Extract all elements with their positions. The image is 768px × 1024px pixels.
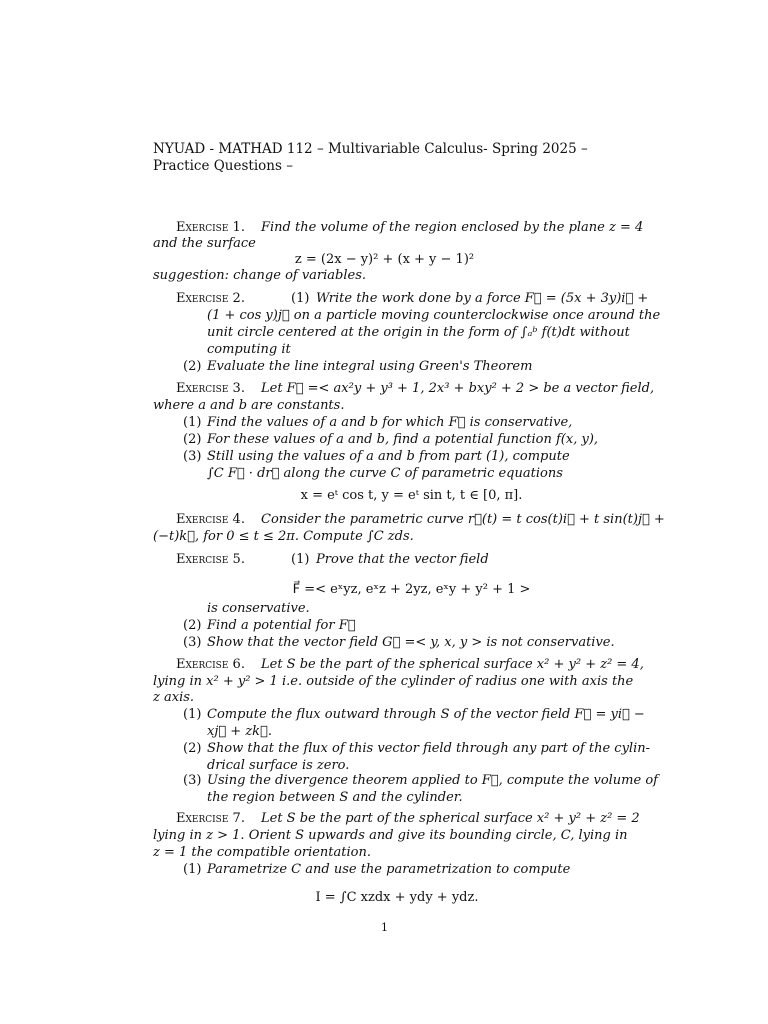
exercise-text: and the surface <box>153 236 256 251</box>
item-text: Evaluate the line integral using Green's Theorem <box>207 359 533 374</box>
item-number: (1) <box>291 291 310 306</box>
item-number: (1) <box>183 415 202 430</box>
exercise-label: Exercise 3. <box>176 381 245 396</box>
item-text: xj⃗ + zk⃗. <box>207 724 272 739</box>
exercise-text: where a and b are constants. <box>153 398 345 413</box>
exercise-label: Exercise 2. <box>176 291 245 306</box>
item-text: For these values of a and b, find a potential function f(x, y), <box>207 432 599 447</box>
item-number: (3) <box>183 449 202 464</box>
exercise-label: Exercise 7. <box>176 811 245 826</box>
item-number: (3) <box>183 773 202 788</box>
item-number: (1) <box>291 552 310 567</box>
item-text: Write the work done by a force F⃗ = (5x + 3y)i⃗ + <box>316 291 649 306</box>
item-text: Still using the values of a and b from part (1), compute <box>207 449 570 464</box>
exercise-text: suggestion: change of variables. <box>153 268 367 283</box>
item-number: (1) <box>183 862 202 877</box>
exercise-text: z axis. <box>153 690 195 705</box>
item-text: ∫C F⃗ · dr⃗ along the curve C of parametric equations <box>207 466 563 481</box>
document-title-line1: NYUAD - MATHAD 112 – Multivariable Calculus- Spring 2025 – <box>153 141 588 157</box>
item-number: (2) <box>183 359 202 374</box>
exercise-text: Let F⃗ =< ax²y + y³ + 1, 2x³ + bxy² + 2 > be a vector field, <box>261 381 655 396</box>
exercise-text: Let S be the part of the spherical surface x² + y² + z² = 2 <box>261 811 640 826</box>
display-equation: x = eᵗ cos t, y = eᵗ sin t, t ∈ [0, π]. <box>300 488 523 503</box>
document-title-line2: Practice Questions – <box>153 158 293 174</box>
item-text: Show that the vector field G⃗ =< y, x, y > is not conservative. <box>207 635 615 650</box>
item-text: drical surface is zero. <box>207 758 350 773</box>
item-text: Parametrize C and use the parametrization to compute <box>207 862 571 877</box>
item-text: Show that the flux of this vector field through any part of the cylin- <box>207 741 650 756</box>
item-text: is conservative. <box>207 601 310 616</box>
exercise-text: lying in z > 1. Orient S upwards and give its bounding circle, C, lying in <box>153 828 628 843</box>
page-number: 1 <box>381 921 388 934</box>
item-number: (2) <box>183 618 202 633</box>
item-text: Find a potential for F⃗ <box>207 618 356 633</box>
exercise-label: Exercise 1. <box>176 220 245 235</box>
item-number: (1) <box>183 707 202 722</box>
display-equation: F⃗ =< eˣyz, eˣz + 2yz, eˣy + y² + 1 > <box>292 582 531 597</box>
exercise-text: Let S be the part of the spherical surface x² + y² + z² = 4, <box>261 657 644 672</box>
item-text: (1 + cos y)j⃗ on a particle moving counterclockwise once around the <box>207 308 661 323</box>
item-text: computing it <box>207 342 291 357</box>
exercise-label: Exercise 6. <box>176 657 245 672</box>
item-text: Find the values of a and b for which F⃗ is conservative, <box>207 415 573 430</box>
exercise-text: z = 1 the compatible orientation. <box>153 845 371 860</box>
item-number: (2) <box>183 432 202 447</box>
exercise-label: Exercise 4. <box>176 512 245 527</box>
item-text: Compute the flux outward through S of the vector field F⃗ = yi⃗ − <box>207 707 645 722</box>
exercise-label: Exercise 5. <box>176 552 245 567</box>
item-text: Using the divergence theorem applied to F⃗, compute the volume of <box>207 773 658 788</box>
exercise-text: Consider the parametric curve r⃗(t) = t cos(t)i⃗ + t sin(t)j⃗ + <box>261 512 665 527</box>
display-equation: I = ∫C xzdx + ydy + ydz. <box>315 890 479 905</box>
item-text: unit circle centered at the origin in the form of ∫ₐᵇ f(t)dt without <box>207 325 630 340</box>
item-number: (3) <box>183 635 202 650</box>
item-number: (2) <box>183 741 202 756</box>
exercise-text: Find the volume of the region enclosed by the plane z = 4 <box>261 220 644 235</box>
exercise-text: lying in x² + y² > 1 i.e. outside of the cylinder of radius one with axis the <box>153 674 634 689</box>
item-text: the region between S and the cylinder. <box>207 790 463 805</box>
display-equation: z = (2x − y)² + (x + y − 1)² <box>294 252 475 267</box>
item-text: Prove that the vector field <box>316 552 489 567</box>
exercise-text: (−t)k⃗, for 0 ≤ t ≤ 2π. Compute ∫C zds. <box>153 529 414 544</box>
